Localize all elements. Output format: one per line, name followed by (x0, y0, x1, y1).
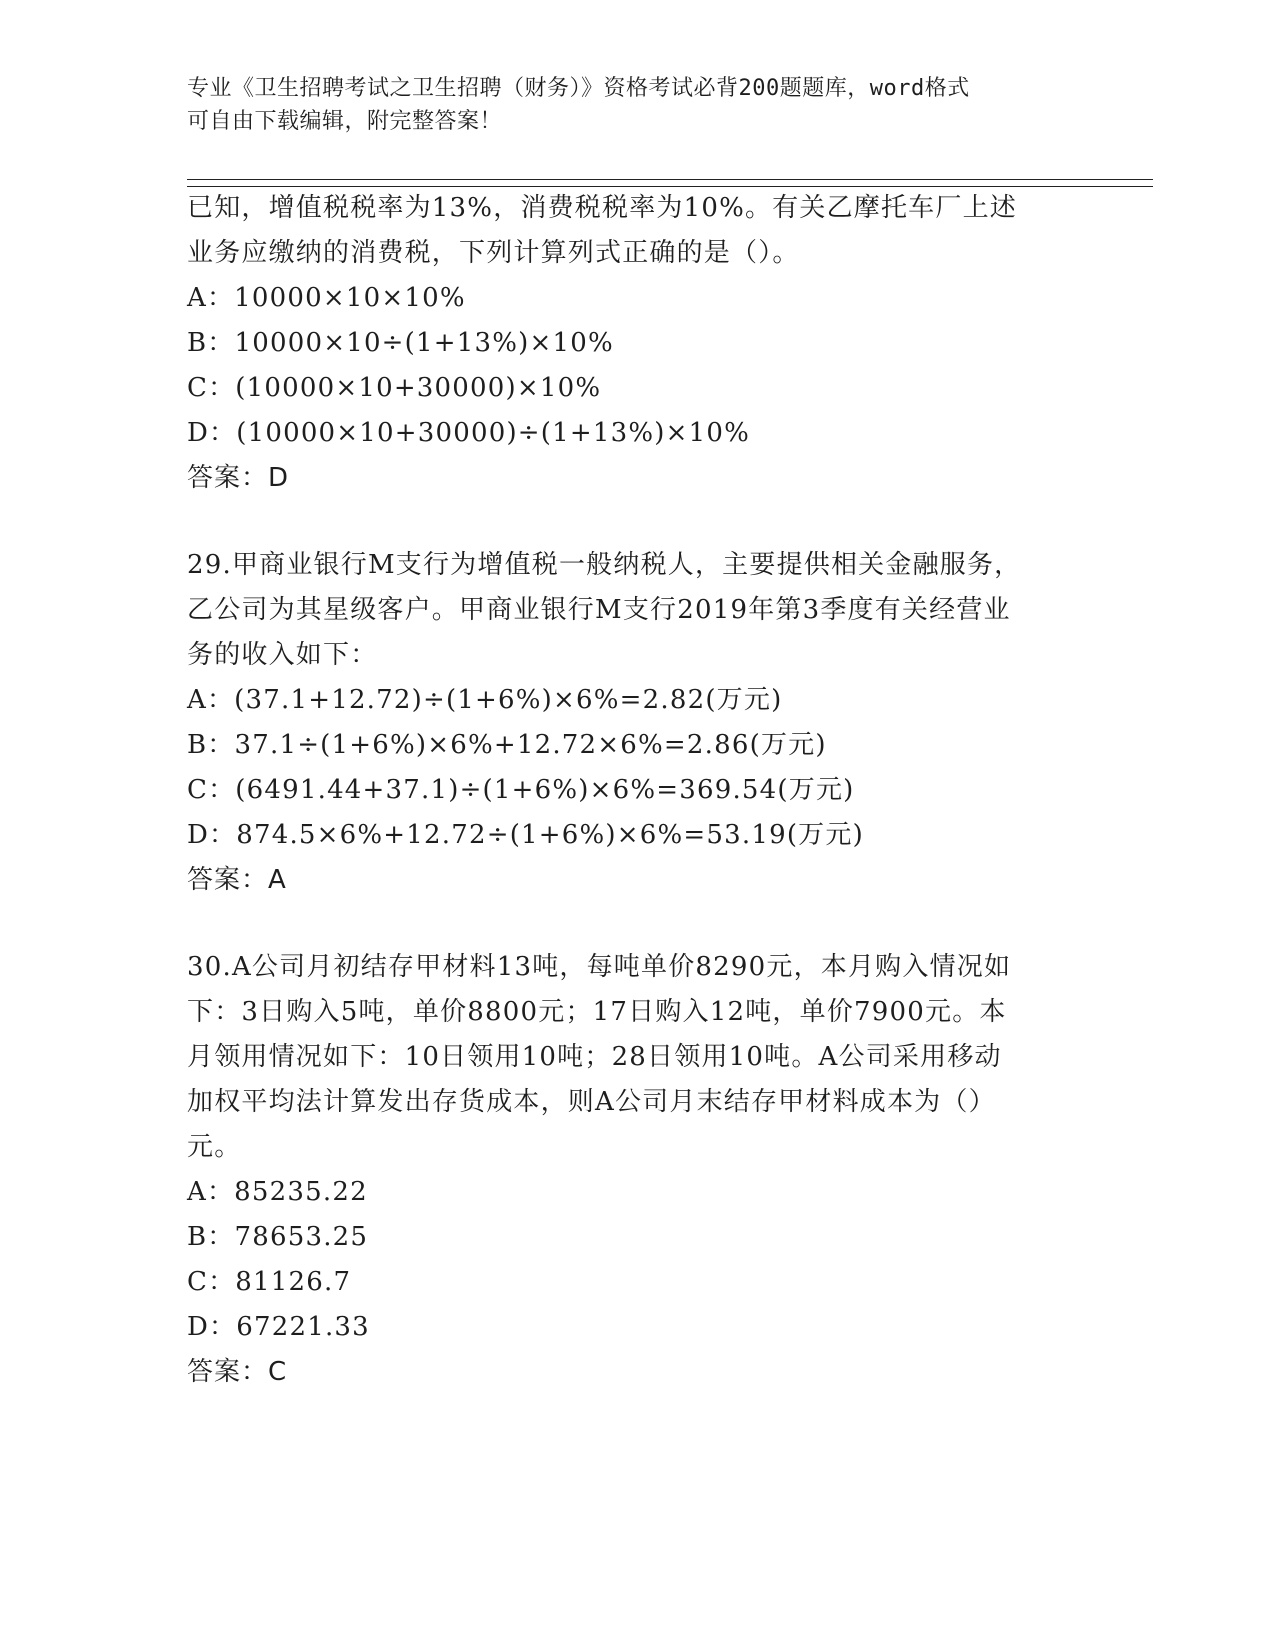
option-b: B：37.1÷(1+6%)×6%+12.72×6%=2.86(万元) (187, 730, 827, 760)
question-stem-line: 业务应缴纳的消费税，下列计算列式正确的是（）。 (187, 238, 800, 268)
question-stem-line: 下：3日购入5吨，单价8800元；17日购入12吨，单价7900元。本 (187, 997, 1007, 1027)
question-stem-line: 30.A公司月初结存甲材料13吨，每吨单价8290元，本月购入情况如 (187, 952, 1012, 982)
option-d: D：(10000×10+30000)÷(1+13%)×10% (187, 418, 750, 448)
option-c: C：81126.7 (187, 1267, 352, 1297)
header-divider-top (187, 179, 1153, 180)
question-list (187, 186, 1087, 1395)
answer-line: 答案：A (187, 865, 287, 895)
question-stem-line: 元。 (187, 1132, 242, 1162)
option-a: A：10000×10×10% (187, 283, 466, 313)
question-stem-line: 月领用情况如下：10日领用10吨；28日领用10吨。A公司采用移动 (187, 1042, 1002, 1072)
option-a: A：(37.1+12.72)÷(1+6%)×6%=2.82(万元) (187, 685, 783, 715)
question-stem-line: 已知，增值税税率为13%，消费税税率为10%。有关乙摩托车厂上述 (187, 193, 1017, 223)
question-stem-line: 加权平均法计算发出存货成本，则A公司月末结存甲材料成本为（） (187, 1087, 996, 1117)
header-line-2: 可自由下载编辑，附完整答案！ (187, 109, 503, 134)
option-d: D：67221.33 (187, 1312, 370, 1342)
spacer (187, 501, 1087, 543)
option-b: B：10000×10÷(1+13%)×10% (187, 328, 614, 358)
question-block (187, 945, 1087, 1395)
question-block (187, 186, 1087, 501)
spacer (187, 903, 1087, 945)
option-d: D：874.5×6%+12.72÷(1+6%)×6%=53.19(万元) (187, 820, 864, 850)
question-block (187, 543, 1087, 903)
option-c: C：(10000×10+30000)×10% (187, 373, 602, 403)
document-header (187, 72, 1087, 138)
option-b: B：78653.25 (187, 1222, 369, 1252)
question-stem-line: 乙公司为其星级客户。甲商业银行M支行2019年第3季度有关经营业 (187, 595, 1011, 625)
answer-line: 答案：D (187, 463, 290, 493)
question-stem-line: 29.甲商业银行M支行为增值税一般纳税人，主要提供相关金融服务， (187, 550, 1022, 580)
option-c: C：(6491.44+37.1)÷(1+6%)×6%=369.54(万元) (187, 775, 855, 805)
answer-line: 答案：C (187, 1357, 288, 1387)
header-line-1: 专业《卫生招聘考试之卫生招聘（财务）》资格考试必背200题题库，word格式 (187, 76, 970, 101)
question-stem-line: 务的收入如下： (187, 640, 378, 670)
option-a: A：85235.22 (187, 1177, 368, 1207)
